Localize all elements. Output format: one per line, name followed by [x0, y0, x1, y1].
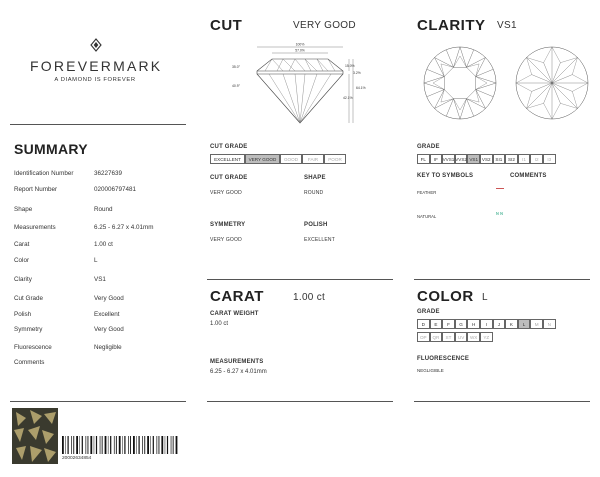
- summary-row-value: VS1: [94, 276, 106, 283]
- grade-scale-cell: D: [417, 319, 430, 329]
- brand-name: FOREVERMARK: [30, 58, 163, 74]
- summary-row-label: Clarity: [14, 276, 32, 283]
- diamond-photo: [12, 408, 58, 464]
- summary-row-label: Shape: [14, 206, 33, 213]
- brand-block: [30, 58, 163, 83]
- divider: [414, 401, 590, 402]
- grade-scale-cell: I3: [543, 154, 556, 164]
- grade-scale-cell: K: [505, 319, 518, 329]
- grade-scale-cell: POOR: [324, 154, 346, 164]
- brand-tagline: A DIAMOND IS FOREVER: [54, 77, 136, 83]
- color-grade-scale-row2: [417, 332, 493, 342]
- cut-grade-scale: [210, 154, 346, 164]
- cut-proportions-diagram: [225, 41, 375, 134]
- summary-row-label: Symmetry: [14, 326, 43, 333]
- grade-scale-cell: I: [480, 319, 493, 329]
- grade-scale-cell: EXCELLENT: [210, 154, 245, 164]
- shape-label: SHAPE: [304, 175, 326, 181]
- color-grade-scale-row1: [417, 319, 556, 329]
- grade-scale-cell: QR: [430, 332, 443, 342]
- carat-weight-value: 1.00 ct: [210, 321, 229, 327]
- key-to-symbols-label: KEY TO SYMBOLS: [417, 173, 474, 179]
- summary-row-value: 1.00 ct: [94, 241, 113, 248]
- summary-row-value: Very Good: [94, 326, 124, 333]
- summary-row-label: Carat: [14, 241, 30, 248]
- summary-row-value: Excellent: [94, 311, 120, 318]
- polish-value: EXCELLENT: [304, 237, 335, 243]
- shape-value: ROUND: [304, 190, 324, 196]
- symbol-natural-label: NATURAL: [417, 214, 437, 219]
- feather-symbol-icon: [496, 188, 504, 190]
- forevermark-diamond-icon: [89, 38, 103, 57]
- grade-scale-cell: L: [518, 319, 531, 329]
- divider: [10, 124, 186, 125]
- diagram-girdle: 3.2%: [353, 71, 361, 75]
- fluorescence-label: FLUORESCENCE: [417, 356, 470, 362]
- symmetry-value: VERY GOOD: [210, 237, 242, 243]
- symmetry-label: SYMMETRY: [210, 222, 246, 228]
- carat-title: CARAT: [210, 288, 264, 305]
- polish-label: POLISH: [304, 222, 328, 228]
- diagram-table-pct: 57.0%: [295, 48, 305, 53]
- clarity-plot-crown: [422, 45, 498, 126]
- cut-grade-value: VERY GOOD: [210, 190, 242, 196]
- summary-row-value: L: [94, 257, 98, 264]
- grade-scale-cell: GOOD: [280, 154, 302, 164]
- grade-scale-cell: WX: [467, 332, 480, 342]
- summary-row-value: 020006797481: [94, 186, 137, 193]
- summary-row-label: Comments: [14, 359, 45, 366]
- measurements-value: 6.25 - 6.27 x 4.01mm: [210, 369, 267, 375]
- summary-row-label: Measurements: [14, 224, 56, 231]
- summary-row-value: Very Good: [94, 295, 124, 302]
- clarity-title: CLARITY: [417, 17, 486, 34]
- grade-scale-cell: VERY GOOD: [245, 154, 280, 164]
- divider: [207, 279, 393, 280]
- divider: [10, 401, 186, 402]
- grade-scale-cell: N: [543, 319, 556, 329]
- summary-row-value: 36227639: [94, 170, 123, 177]
- divider: [207, 401, 393, 402]
- grade-scale-cell: FAIR: [302, 154, 324, 164]
- grade-scale-cell: E: [430, 319, 443, 329]
- color-title: COLOR: [417, 288, 474, 305]
- diagram-table-label: 100%: [295, 42, 305, 47]
- grade-scale-cell: FL: [417, 154, 430, 164]
- clarity-plot-pavilion: [514, 45, 590, 126]
- divider: [414, 279, 590, 280]
- grade-scale-cell: OP: [417, 332, 430, 342]
- grade-scale-cell: M: [530, 319, 543, 329]
- comments-label: COMMENTS: [510, 173, 547, 179]
- carat-header-value: 1.00 ct: [293, 292, 326, 303]
- cut-grade-label: CUT GRADE: [210, 175, 248, 181]
- grade-scale-cell: VVS2: [455, 154, 468, 164]
- summary-row-label: Fluorescence: [14, 344, 52, 351]
- clarity-grade-header: VS1: [497, 20, 517, 31]
- measurements-label: MEASUREMENTS: [210, 359, 264, 365]
- diagram-crown-angle: 35.0°: [232, 65, 240, 69]
- diagram-crown-height: 15.0%: [345, 64, 355, 68]
- summary-row-label: Cut Grade: [14, 295, 44, 302]
- cut-title: CUT: [210, 17, 243, 34]
- summary-row-value: Round: [94, 206, 113, 213]
- grade-scale-cell: IF: [430, 154, 443, 164]
- grade-scale-cell: UV: [455, 332, 468, 342]
- cut-grade-scale-label: CUT GRADE: [210, 144, 248, 150]
- grade-scale-cell: ST: [442, 332, 455, 342]
- summary-row-label: Identification Number: [14, 170, 74, 177]
- diagram-pavilion-depth: 42.1%: [343, 96, 353, 100]
- grade-scale-cell: VS1: [467, 154, 480, 164]
- grade-scale-cell: SI1: [493, 154, 506, 164]
- natural-symbol-icon: ɴ ɴ: [496, 211, 503, 217]
- grade-scale-cell: H: [467, 319, 480, 329]
- grade-scale-cell: VS2: [480, 154, 493, 164]
- color-grade-label: GRADE: [417, 309, 440, 315]
- grade-scale-cell: VVS1: [442, 154, 455, 164]
- symbol-feather-label: FEATHER: [417, 190, 437, 195]
- barcode-number: 20002634854: [62, 456, 92, 461]
- summary-row-label: Report Number: [14, 186, 58, 193]
- grade-scale-cell: J: [493, 319, 506, 329]
- color-grade-header: L: [482, 292, 488, 303]
- diagram-total-depth: 64.1%: [356, 86, 366, 90]
- summary-row-label: Polish: [14, 311, 32, 318]
- grade-scale-cell: I2: [530, 154, 543, 164]
- summary-row-label: Color: [14, 257, 30, 264]
- summary-title: SUMMARY: [14, 141, 88, 157]
- diagram-pavilion-angle: 40.9°: [232, 84, 240, 88]
- clarity-grade-scale: [417, 154, 556, 164]
- cut-grade-header: VERY GOOD: [293, 20, 356, 31]
- grade-scale-cell: SI2: [505, 154, 518, 164]
- summary-row-value: 6.25 - 6.27 x 4.01mm: [94, 224, 154, 231]
- summary-row-value: Negligible: [94, 344, 122, 351]
- carat-weight-label: CARAT WEIGHT: [210, 311, 259, 317]
- grade-scale-cell: G: [455, 319, 468, 329]
- clarity-grade-label: GRADE: [417, 144, 440, 150]
- grade-scale-cell: F: [442, 319, 455, 329]
- fluorescence-value: NEGLIGIBLE: [417, 368, 444, 373]
- grade-scale-cell: YZ: [480, 332, 493, 342]
- grade-scale-cell: I1: [518, 154, 531, 164]
